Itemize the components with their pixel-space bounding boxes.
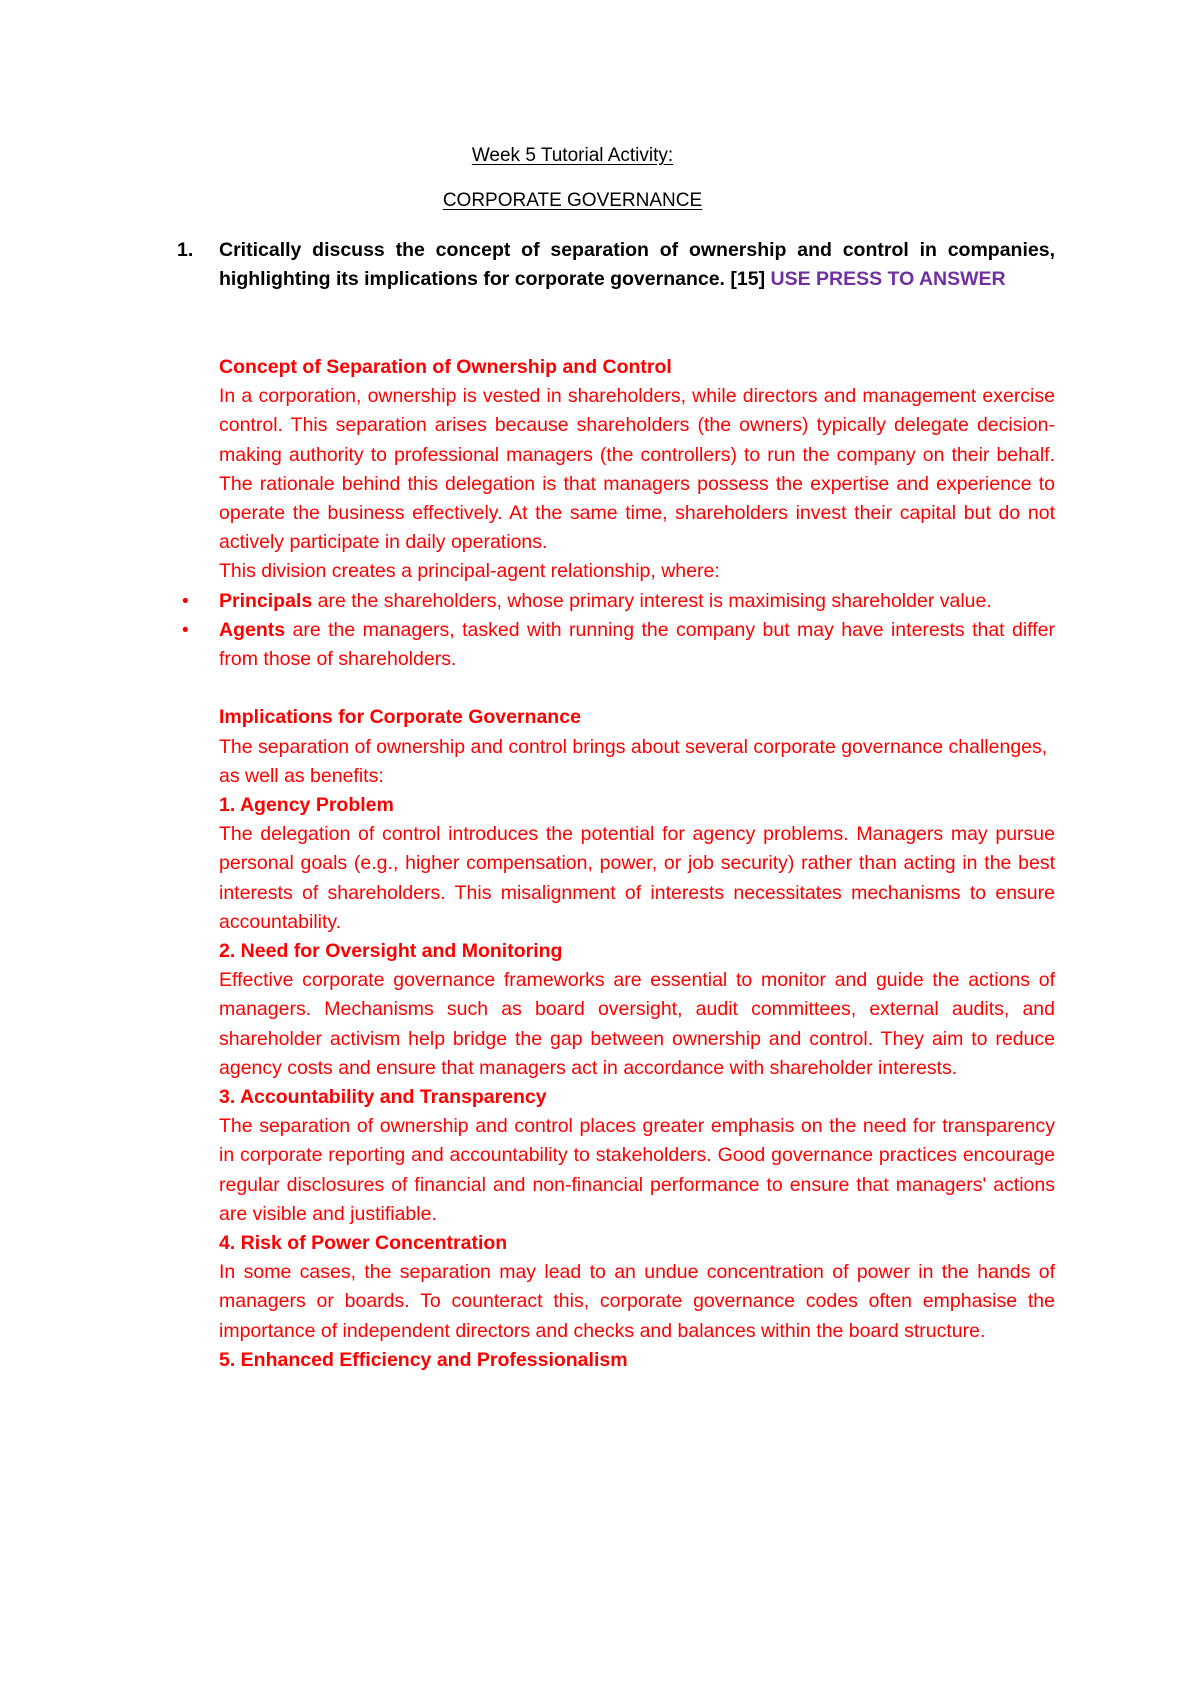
bullet-term: Principals	[219, 589, 313, 612]
concept-heading: Concept of Separation of Ownership and Control	[219, 356, 672, 378]
concept-paragraph: In a corporation, ownership is vested in shareholders, while directors and management exercise control. This separation arises because shareholders (the owners) typically delegate decision-making authority to professional managers (the controllers) to run the company on their behalf. The rationale behind this delegation is that managers possess the expertise and experience to operate the business effectively. At the same time, shareholders invest their capital but do not actively participate in daily operations.	[219, 385, 1055, 554]
concept-intro: This division creates a principal-agent relationship, where:	[219, 560, 720, 583]
implications-intro: The separation of ownership and control brings about several corporate governance challenges, as well as benefits:	[219, 735, 1048, 787]
power-concentration-heading: 4. Risk of Power Concentration	[219, 1232, 508, 1255]
efficiency-heading: 5. Enhanced Efficiency and Professionalism	[219, 1348, 628, 1371]
question-text-container	[219, 236, 1055, 294]
question-note: USE PRESS TO ANSWER	[770, 268, 1006, 290]
bullet-text: are the managers, tasked with running the company but may have interests that differ from those of shareholders.	[219, 618, 1055, 671]
accountability-text: The separation of ownership and control places greater emphasis on the need for transparency in corporate reporting and accountability to stakeholders. Good governance practices encourage regular disclosures of financial and non-financial performance to ensure that managers' actions are visible and justifiable.	[219, 1115, 1055, 1225]
answer-section	[182, 353, 1055, 1375]
bullet-text: are the shareholders, whose primary interest is maximising shareholder value.	[312, 589, 992, 612]
topic-title: CORPORATE GOVERNANCE	[442, 190, 703, 211]
bullet-item-agents	[182, 616, 1055, 674]
question-number: 1.	[177, 239, 194, 261]
agency-problem-text: The delegation of control introduces the potential for agency problems. Managers may pursue personal goals (e.g., higher compensation, power, or job security) rather than acting in the best interests of shareholders. This misalignment of interests necessitates mechanisms to ensure accountability.	[219, 823, 1055, 933]
bullet-icon: •	[182, 590, 189, 612]
implications-heading: Implications for Corporate Governance	[219, 706, 581, 729]
week-title: Week 5 Tutorial Activity:	[471, 145, 674, 166]
accountability-heading: 3. Accountability and Transparency	[219, 1086, 547, 1109]
oversight-text: Effective corporate governance frameworks are essential to monitor and guide the actions of managers. Mechanisms such as board oversight, audit committees, external audits, and shareholder activism help bridge the gap between ownership and control. They aim to reduce agency costs and ensure that managers act in accordance with shareholder interests.	[219, 969, 1055, 1079]
oversight-heading: 2. Need for Oversight and Monitoring	[219, 940, 563, 963]
bullet-term: Agents	[219, 618, 286, 641]
power-concentration-text: In some cases, the separation may lead to an undue concentration of power in the hands of managers or boards. To counteract this, corporate governance codes often emphasise the importance of independent directors and checks and balances within the board structure.	[219, 1261, 1055, 1342]
agency-problem-heading: 1. Agency Problem	[219, 794, 394, 817]
spacer	[219, 674, 1055, 703]
bullet-icon: •	[182, 619, 189, 641]
question-text: Critically discuss the concept of separation of ownership and control in companies, highlighting its implications for corporate governance. [15]	[219, 239, 1055, 290]
bullet-item-principals	[182, 587, 1055, 616]
question-block	[177, 236, 1055, 294]
